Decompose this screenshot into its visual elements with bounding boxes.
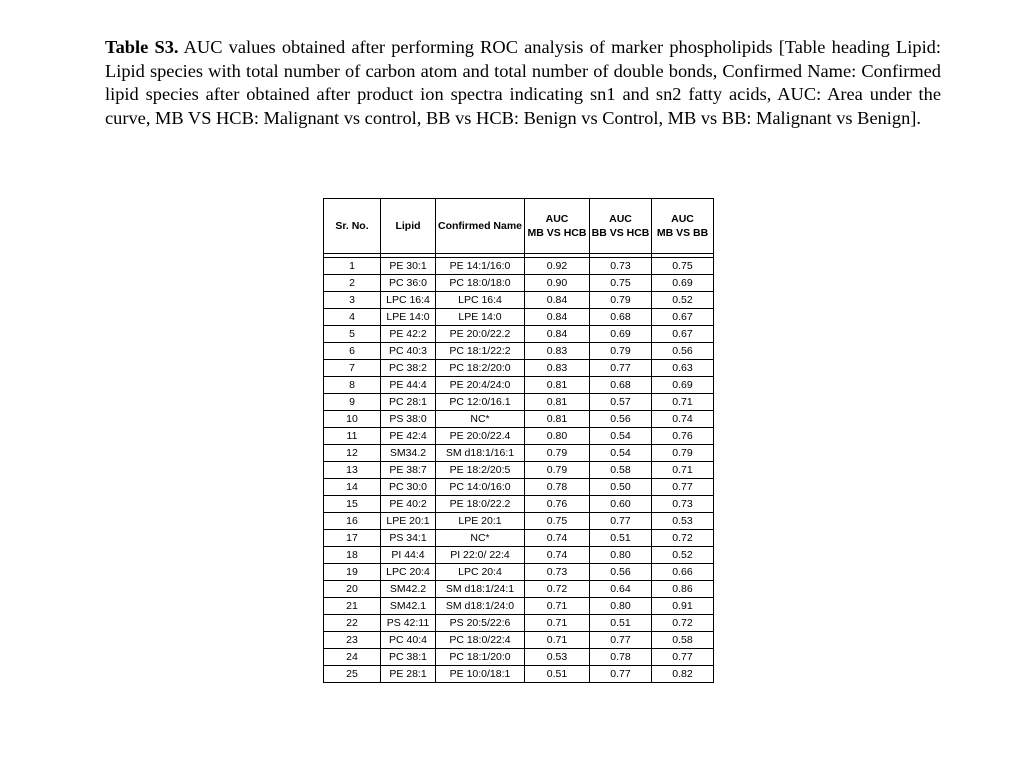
cell-auc-mb-vs-bb: 0.72 [652, 530, 714, 547]
cell-auc-bb-vs-hcb: 0.51 [590, 615, 652, 632]
cell-confirmed-name: PE 20:0/22.2 [436, 326, 525, 343]
cell-lipid: LPC 16:4 [381, 292, 436, 309]
header-auc-bb-vs-hcb-bottom: BB VS HCB [591, 227, 650, 239]
cell-sr-no: 5 [324, 326, 381, 343]
cell-auc-bb-vs-hcb: 0.54 [590, 445, 652, 462]
cell-auc-mb-vs-hcb: 0.84 [525, 292, 590, 309]
cell-auc-mb-vs-hcb: 0.53 [525, 649, 590, 666]
cell-lipid: LPC 20:4 [381, 564, 436, 581]
cell-auc-mb-vs-hcb: 0.81 [525, 377, 590, 394]
table-row [324, 343, 714, 360]
cell-auc-mb-vs-hcb: 0.73 [525, 564, 590, 581]
cell-sr-no: 25 [324, 666, 381, 683]
cell-lipid: PE 38:7 [381, 462, 436, 479]
cell-auc-bb-vs-hcb: 0.79 [590, 292, 652, 309]
cell-auc-mb-vs-bb: 0.63 [652, 360, 714, 377]
cell-auc-mb-vs-hcb: 0.79 [525, 462, 590, 479]
table-row [324, 598, 714, 615]
cell-auc-mb-vs-hcb: 0.81 [525, 394, 590, 411]
cell-auc-mb-vs-bb: 0.86 [652, 581, 714, 598]
cell-auc-bb-vs-hcb: 0.57 [590, 394, 652, 411]
header-auc-bb-vs-hcb [590, 199, 652, 254]
cell-auc-mb-vs-bb: 0.91 [652, 598, 714, 615]
cell-auc-mb-vs-bb: 0.76 [652, 428, 714, 445]
table-row [324, 530, 714, 547]
cell-auc-mb-vs-bb: 0.52 [652, 547, 714, 564]
cell-auc-mb-vs-hcb: 0.81 [525, 411, 590, 428]
cell-auc-bb-vs-hcb: 0.80 [590, 598, 652, 615]
cell-auc-mb-vs-hcb: 0.78 [525, 479, 590, 496]
cell-sr-no: 3 [324, 292, 381, 309]
table-row [324, 615, 714, 632]
cell-auc-bb-vs-hcb: 0.68 [590, 309, 652, 326]
table-row [324, 309, 714, 326]
caption-label: Table S3. [105, 37, 179, 57]
cell-auc-mb-vs-bb: 0.79 [652, 445, 714, 462]
cell-auc-mb-vs-bb: 0.82 [652, 666, 714, 683]
cell-lipid: LPE 14:0 [381, 309, 436, 326]
cell-confirmed-name: PE 18:2/20:5 [436, 462, 525, 479]
cell-auc-bb-vs-hcb: 0.64 [590, 581, 652, 598]
cell-lipid: LPE 20:1 [381, 513, 436, 530]
cell-lipid: PS 38:0 [381, 411, 436, 428]
cell-auc-mb-vs-bb: 0.67 [652, 326, 714, 343]
cell-auc-mb-vs-hcb: 0.71 [525, 598, 590, 615]
cell-confirmed-name: PS 20:5/22:6 [436, 615, 525, 632]
cell-lipid: PC 30:0 [381, 479, 436, 496]
table-row [324, 564, 714, 581]
table-row [324, 445, 714, 462]
cell-auc-mb-vs-bb: 0.56 [652, 343, 714, 360]
cell-confirmed-name: PC 18:0/18:0 [436, 275, 525, 292]
cell-auc-mb-vs-hcb: 0.75 [525, 513, 590, 530]
cell-auc-mb-vs-bb: 0.71 [652, 394, 714, 411]
cell-confirmed-name: NC* [436, 530, 525, 547]
cell-lipid: PC 36:0 [381, 275, 436, 292]
cell-sr-no: 8 [324, 377, 381, 394]
cell-auc-mb-vs-hcb: 0.83 [525, 360, 590, 377]
table-row [324, 649, 714, 666]
cell-confirmed-name: PC 18:1/20:0 [436, 649, 525, 666]
cell-auc-bb-vs-hcb: 0.51 [590, 530, 652, 547]
cell-lipid: PC 28:1 [381, 394, 436, 411]
cell-auc-mb-vs-hcb: 0.71 [525, 632, 590, 649]
cell-lipid: PC 38:2 [381, 360, 436, 377]
header-auc-bb-vs-hcb-top: AUC [609, 213, 632, 225]
cell-confirmed-name: LPE 14:0 [436, 309, 525, 326]
table-row [324, 462, 714, 479]
cell-auc-bb-vs-hcb: 0.54 [590, 428, 652, 445]
cell-sr-no: 2 [324, 275, 381, 292]
cell-auc-bb-vs-hcb: 0.50 [590, 479, 652, 496]
cell-sr-no: 21 [324, 598, 381, 615]
cell-sr-no: 18 [324, 547, 381, 564]
cell-lipid: SM42.1 [381, 598, 436, 615]
header-sr-no: Sr. No. [324, 199, 381, 254]
cell-auc-mb-vs-hcb: 0.84 [525, 309, 590, 326]
cell-lipid: PE 42:2 [381, 326, 436, 343]
table-row [324, 581, 714, 598]
table-row [324, 479, 714, 496]
cell-auc-mb-vs-bb: 0.58 [652, 632, 714, 649]
table-row [324, 547, 714, 564]
cell-auc-bb-vs-hcb: 0.69 [590, 326, 652, 343]
cell-auc-bb-vs-hcb: 0.68 [590, 377, 652, 394]
table-row [324, 632, 714, 649]
cell-lipid: PC 38:1 [381, 649, 436, 666]
cell-confirmed-name: LPE 20:1 [436, 513, 525, 530]
cell-auc-bb-vs-hcb: 0.78 [590, 649, 652, 666]
cell-confirmed-name: LPC 20:4 [436, 564, 525, 581]
cell-confirmed-name: PE 10:0/18:1 [436, 666, 525, 683]
table-row [324, 411, 714, 428]
cell-lipid: PE 44:4 [381, 377, 436, 394]
table-body [324, 258, 714, 683]
cell-auc-mb-vs-hcb: 0.90 [525, 275, 590, 292]
header-lipid: Lipid [381, 199, 436, 254]
cell-auc-mb-vs-bb: 0.52 [652, 292, 714, 309]
cell-auc-mb-vs-bb: 0.71 [652, 462, 714, 479]
table-row [324, 666, 714, 683]
cell-lipid: PI 44:4 [381, 547, 436, 564]
cell-sr-no: 1 [324, 258, 381, 275]
cell-lipid: SM42.2 [381, 581, 436, 598]
cell-auc-mb-vs-hcb: 0.74 [525, 547, 590, 564]
cell-lipid: PS 42:11 [381, 615, 436, 632]
cell-confirmed-name: PC 18:1/22:2 [436, 343, 525, 360]
cell-sr-no: 15 [324, 496, 381, 513]
cell-auc-mb-vs-hcb: 0.79 [525, 445, 590, 462]
auc-table [323, 198, 714, 683]
cell-confirmed-name: SM d18:1/16:1 [436, 445, 525, 462]
cell-auc-mb-vs-hcb: 0.83 [525, 343, 590, 360]
cell-sr-no: 24 [324, 649, 381, 666]
cell-sr-no: 14 [324, 479, 381, 496]
cell-auc-bb-vs-hcb: 0.77 [590, 632, 652, 649]
cell-lipid: PC 40:3 [381, 343, 436, 360]
cell-auc-mb-vs-bb: 0.53 [652, 513, 714, 530]
table-row [324, 275, 714, 292]
cell-sr-no: 4 [324, 309, 381, 326]
cell-lipid: PC 40:4 [381, 632, 436, 649]
header-auc-mb-vs-hcb-bottom: MB VS HCB [527, 227, 587, 239]
cell-auc-mb-vs-bb: 0.74 [652, 411, 714, 428]
cell-auc-bb-vs-hcb: 0.77 [590, 666, 652, 683]
cell-auc-mb-vs-bb: 0.66 [652, 564, 714, 581]
cell-auc-mb-vs-bb: 0.67 [652, 309, 714, 326]
table-row [324, 258, 714, 275]
cell-auc-bb-vs-hcb: 0.56 [590, 411, 652, 428]
cell-sr-no: 23 [324, 632, 381, 649]
table-row [324, 377, 714, 394]
cell-auc-mb-vs-bb: 0.69 [652, 377, 714, 394]
cell-auc-bb-vs-hcb: 0.60 [590, 496, 652, 513]
cell-confirmed-name: PC 18:2/20:0 [436, 360, 525, 377]
table-row [324, 428, 714, 445]
cell-confirmed-name: PC 18:0/22:4 [436, 632, 525, 649]
caption-text: AUC values obtained after performing ROC analysis of marker phospholipids [Table heading Lipid: Lipid species with total number of carbon atom and total number of double bonds, Confirmed Name: Confirmed lipid species after obtained after product ion spectra indicating sn1 and sn2 fatty acids, AUC: Area under the curve, MB VS HCB: Malignant vs control, BB vs HCB: Benign vs Control, MB vs BB: Malignant vs Benign]. [105, 37, 941, 128]
header-auc-mb-vs-bb-bottom: MB VS BB [656, 227, 709, 239]
cell-confirmed-name: SM d18:1/24:1 [436, 581, 525, 598]
header-auc-mb-vs-bb-top: AUC [671, 213, 694, 225]
table-row [324, 496, 714, 513]
cell-auc-mb-vs-bb: 0.75 [652, 258, 714, 275]
table-row [324, 513, 714, 530]
cell-auc-mb-vs-hcb: 0.51 [525, 666, 590, 683]
cell-lipid: PS 34:1 [381, 530, 436, 547]
cell-lipid: SM34.2 [381, 445, 436, 462]
cell-auc-mb-vs-bb: 0.77 [652, 479, 714, 496]
table-row [324, 394, 714, 411]
cell-sr-no: 22 [324, 615, 381, 632]
cell-sr-no: 16 [324, 513, 381, 530]
cell-lipid: PE 40:2 [381, 496, 436, 513]
cell-auc-bb-vs-hcb: 0.56 [590, 564, 652, 581]
cell-confirmed-name: PC 14:0/16:0 [436, 479, 525, 496]
cell-confirmed-name: PE 14:1/16:0 [436, 258, 525, 275]
table-header-row [324, 199, 714, 254]
cell-auc-mb-vs-hcb: 0.72 [525, 581, 590, 598]
table-row [324, 292, 714, 309]
cell-sr-no: 6 [324, 343, 381, 360]
cell-confirmed-name: PE 18:0/22.2 [436, 496, 525, 513]
cell-auc-bb-vs-hcb: 0.58 [590, 462, 652, 479]
cell-auc-mb-vs-bb: 0.69 [652, 275, 714, 292]
header-auc-mb-vs-bb [652, 199, 714, 254]
cell-auc-bb-vs-hcb: 0.79 [590, 343, 652, 360]
cell-auc-mb-vs-bb: 0.72 [652, 615, 714, 632]
cell-confirmed-name: PE 20:0/22.4 [436, 428, 525, 445]
cell-lipid: PE 28:1 [381, 666, 436, 683]
cell-auc-bb-vs-hcb: 0.75 [590, 275, 652, 292]
cell-confirmed-name: SM d18:1/24:0 [436, 598, 525, 615]
cell-auc-mb-vs-hcb: 0.80 [525, 428, 590, 445]
cell-auc-mb-vs-hcb: 0.84 [525, 326, 590, 343]
cell-sr-no: 10 [324, 411, 381, 428]
cell-confirmed-name: PE 20:4/24:0 [436, 377, 525, 394]
cell-auc-mb-vs-bb: 0.77 [652, 649, 714, 666]
auc-table-container [323, 198, 714, 683]
table-caption [105, 36, 941, 130]
cell-auc-bb-vs-hcb: 0.77 [590, 360, 652, 377]
cell-sr-no: 9 [324, 394, 381, 411]
cell-sr-no: 17 [324, 530, 381, 547]
cell-auc-mb-vs-hcb: 0.71 [525, 615, 590, 632]
cell-confirmed-name: NC* [436, 411, 525, 428]
table-row [324, 360, 714, 377]
cell-sr-no: 19 [324, 564, 381, 581]
cell-auc-mb-vs-bb: 0.73 [652, 496, 714, 513]
table-row [324, 326, 714, 343]
cell-auc-bb-vs-hcb: 0.77 [590, 513, 652, 530]
cell-sr-no: 11 [324, 428, 381, 445]
cell-lipid: PE 30:1 [381, 258, 436, 275]
cell-auc-bb-vs-hcb: 0.80 [590, 547, 652, 564]
cell-auc-mb-vs-hcb: 0.92 [525, 258, 590, 275]
cell-auc-bb-vs-hcb: 0.73 [590, 258, 652, 275]
cell-sr-no: 13 [324, 462, 381, 479]
header-confirmed-name: Confirmed Name [436, 199, 525, 254]
header-auc-mb-vs-hcb-top: AUC [545, 213, 569, 225]
cell-sr-no: 7 [324, 360, 381, 377]
header-auc-mb-vs-hcb [525, 199, 590, 254]
cell-confirmed-name: LPC 16:4 [436, 292, 525, 309]
cell-sr-no: 12 [324, 445, 381, 462]
cell-confirmed-name: PI 22:0/ 22:4 [436, 547, 525, 564]
cell-lipid: PE 42:4 [381, 428, 436, 445]
cell-confirmed-name: PC 12:0/16.1 [436, 394, 525, 411]
cell-auc-mb-vs-hcb: 0.74 [525, 530, 590, 547]
cell-auc-mb-vs-hcb: 0.76 [525, 496, 590, 513]
cell-sr-no: 20 [324, 581, 381, 598]
